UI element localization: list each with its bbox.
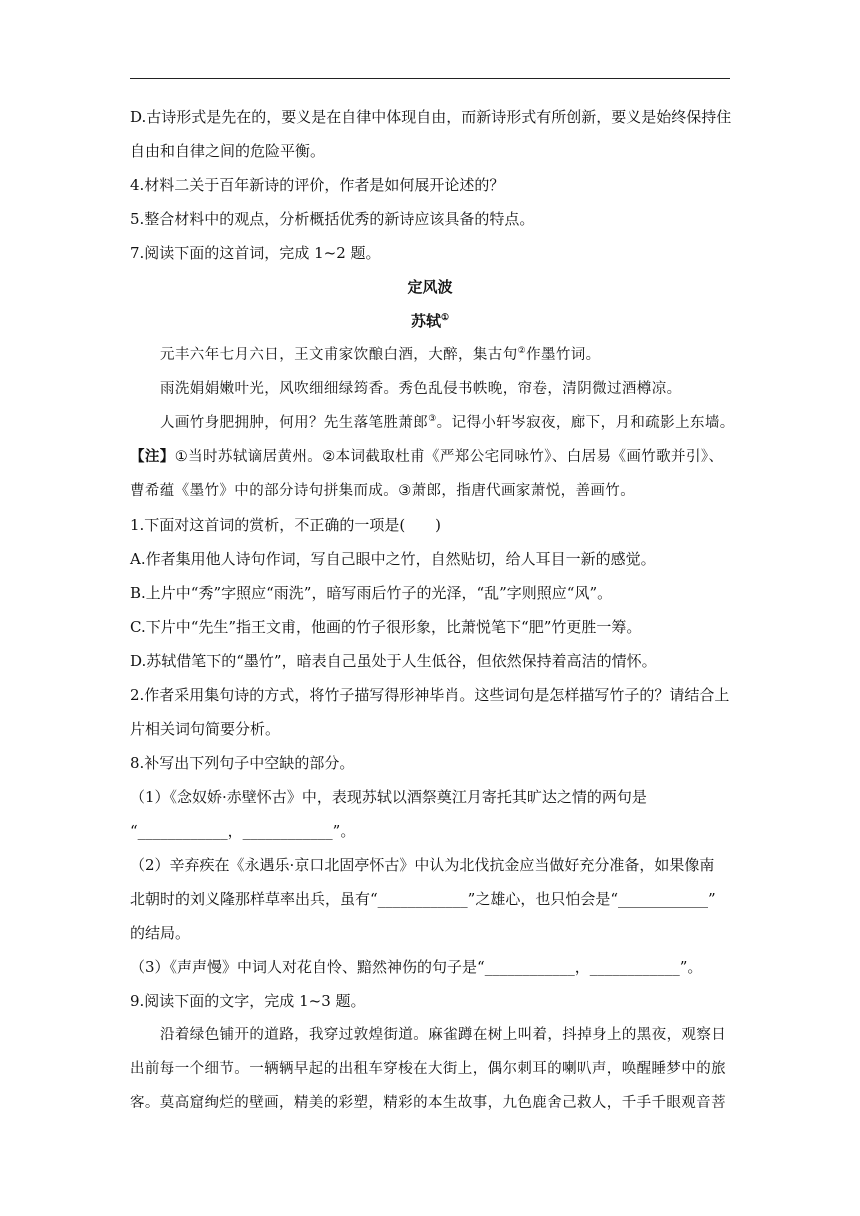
- option-b: B.上片中“秀”字照应“雨洗”，暗写雨后竹子的光泽，“乱”字则照应“风”。: [130, 584, 613, 602]
- footnote-mark: ①: [440, 313, 450, 323]
- question-7-intro: 7.阅读下面的这首词，完成 1~2 题。: [130, 244, 381, 262]
- note-line-1: 【注】①当时苏轼谪居黄州。②本词截取杜甫《严郑公宅同咏竹》、白居易《画竹歌并引》、: [130, 449, 724, 465]
- question-8-1-line-2: “____________，____________”。: [130, 822, 356, 840]
- question-8-2-line-3: 的结局。: [130, 924, 191, 942]
- header-rule: [130, 78, 730, 79]
- question-2-line-1: 2.作者采用集句诗的方式，将竹子描写得形神毕肖。这些词句是怎样描写竹子的？请结合上: [130, 686, 730, 704]
- option-d-line-1: D.古诗形式是先在的，要义是在自律中体现自由，而新诗形式有所创新，要义是始终保持住: [130, 108, 732, 126]
- reading-line-3: 客。莫高窟绚烂的壁画，精美的彩塑，精彩的本生故事，九色鹿舍己救人，千手千眼观音菩: [130, 1095, 726, 1111]
- question-8-2-line-2: 北朝时的刘义隆那样草率出兵，虽有“____________”之雄心，也只怕会是“____________”: [130, 890, 716, 908]
- question-9-intro: 9.阅读下面的文字，完成 1~3 题。: [130, 992, 366, 1010]
- question-4: 4.材料二关于百年新诗的评价，作者是如何展开论述的？: [130, 176, 505, 194]
- question-8-2-line-1: （2）辛弃疾在《永遇乐·京口北固亭怀古》中认为北伐抗金应当做好充分准备，如果像南: [130, 856, 715, 874]
- footnote-mark: ③: [428, 414, 437, 425]
- option-d: D.苏轼借笔下的“墨竹”，暗表自己虽处于人生低谷，但依然保持着高洁的情怀。: [130, 652, 657, 670]
- question-8: 8.补写出下列句子中空缺的部分。: [130, 754, 355, 772]
- note-line-2: 曹希蕴《墨竹》中的部分诗句拼集而成。③萧郎，指唐代画家萧悦，善画竹。: [130, 483, 636, 499]
- option-a: A.作者集用他人诗句作词，写自己眼中之竹，自然贴切，给人耳目一新的感觉。: [130, 550, 656, 568]
- poem-preface: 元丰六年七月六日，王文甫家饮酿白酒，大醉，集古句②作墨竹词。: [160, 346, 601, 363]
- question-5: 5.整合材料中的观点，分析概括优秀的新诗应该具备的特点。: [130, 210, 535, 228]
- note-heading: 【注】: [130, 449, 175, 465]
- poem-upper-stanza: 雨洗娟娟嫩叶光，风吹细细绿筠香。秀色乱侵书帙晚，帘卷，清阴微过酒樽凉。: [160, 381, 682, 397]
- question-8-1-line-1: （1）《念奴娇·赤壁怀古》中，表现苏轼以酒祭奠江月寄托其旷达之情的两句是: [130, 788, 647, 806]
- reading-line-1: 沿着绿色铺开的道路，我穿过敦煌街道。麻雀蹲在树上叫着，抖掉身上的黑夜，观察日: [160, 1027, 727, 1043]
- footnote-mark: ②: [517, 346, 527, 357]
- question-2-line-2: 片相关词句简要分析。: [130, 720, 281, 738]
- poem-lower-stanza: 人画竹身肥拥肿，何用？先生落笔胜萧郎③。记得小轩岑寂夜，廊下，月和疏影上东墙。: [160, 414, 735, 431]
- question-1: 1.下面对这首词的赏析，不正确的一项是( ): [130, 516, 442, 534]
- reading-line-2: 出前每一个细节。一辆辆早起的出租车穿梭在大街上，偶尔刺耳的喇叭声，唤醒睡梦中的旅: [130, 1061, 726, 1077]
- poem-title: 定风波: [407, 278, 453, 296]
- option-c: C.下片中“先生”指王文甫，他画的竹子很形象，比萧悦笔下“肥”竹更胜一筹。: [130, 618, 642, 636]
- option-d-line-2: 自由和自律之间的危险平衡。: [130, 142, 326, 160]
- document-body: [130, 100, 735, 1120]
- question-8-3: （3）《声声慢》中词人对花自怜、黯然神伤的句子是“____________，____________”。: [130, 958, 703, 976]
- poem-author: 苏轼①: [410, 312, 450, 330]
